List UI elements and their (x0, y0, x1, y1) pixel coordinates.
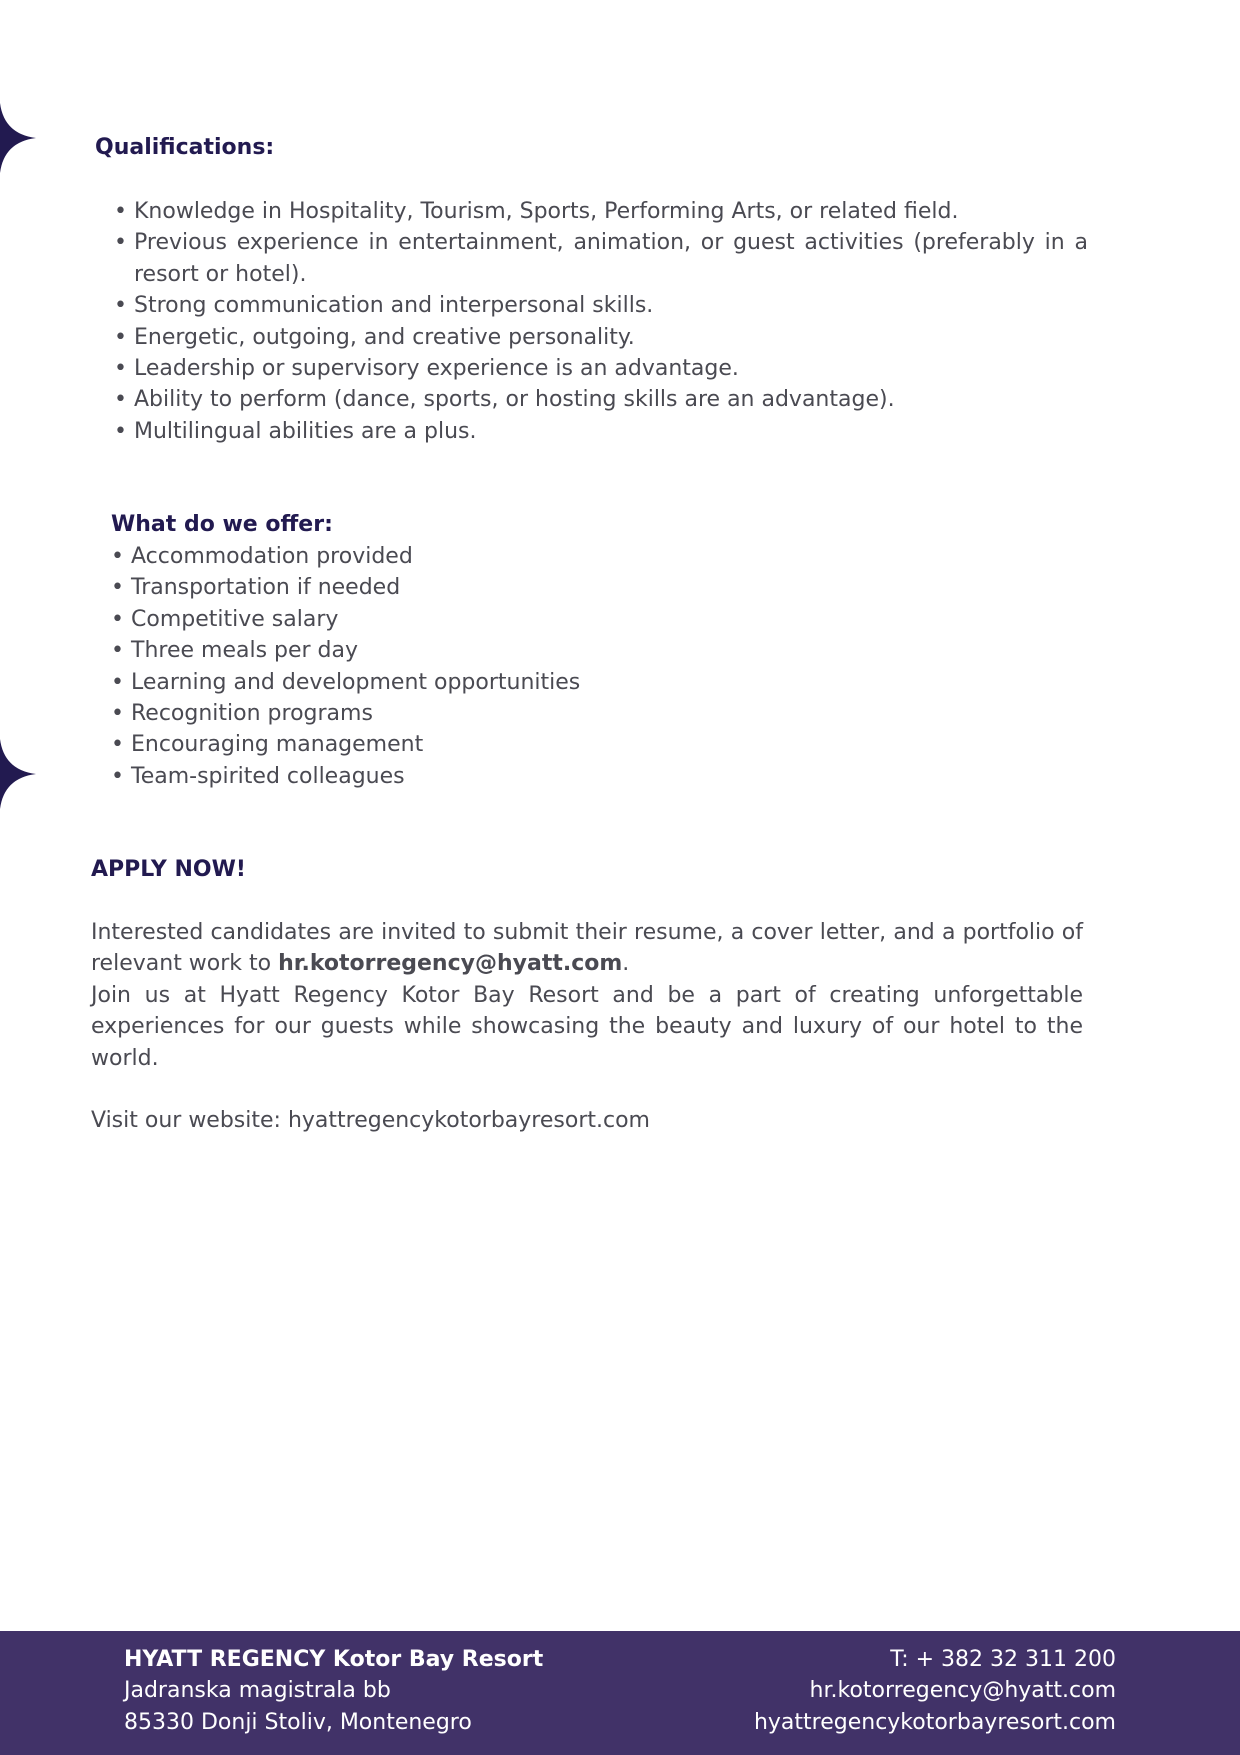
offer-list (131, 541, 831, 792)
list-item: • Accommodation provided (131, 541, 831, 572)
list-item: • Team-spirited colleagues (131, 761, 831, 792)
footer-phone[interactable]: T: + 382 32 311 200 (890, 1647, 1116, 1672)
list-item: • Competitive salary (131, 604, 831, 635)
footer-address-block (124, 1644, 543, 1738)
star-decoration-icon (0, 103, 36, 173)
footer-email-link[interactable]: hr.kotorregency@hyatt.com (809, 1678, 1116, 1704)
list-item: • Encouraging management (131, 729, 831, 760)
footer-address-line: Jadranska magistrala bb (124, 1678, 391, 1704)
list-item: • Recognition programs (131, 698, 831, 729)
list-item: • Previous experience in entertainment, animation, or guest activities (preferably in a resort or hotel). (134, 227, 1088, 290)
footer-contact-block (754, 1644, 1116, 1738)
list-item: • Multilingual abilities are a plus. (134, 416, 1088, 447)
apply-heading: APPLY NOW! (91, 857, 246, 882)
qualifications-heading: Qualifications: (95, 135, 275, 160)
list-item: • Ability to perform (dance, sports, or hosting skills are an advantage). (134, 384, 1088, 415)
footer (0, 1631, 1240, 1755)
footer-hotel-name: HYATT REGENCY Kotor Bay Resort (124, 1647, 544, 1672)
offer-heading: What do we offer: (111, 512, 333, 537)
list-item: • Leadership or supervisory experience is an advantage. (134, 353, 1088, 384)
footer-address-line: 85330 Donji Stoliv, Montenegro (124, 1709, 472, 1735)
apply-email-link[interactable]: hr.kotorregency@hyatt.com (278, 951, 623, 977)
apply-intro-text: Interested candidates are invited to submit their resume, a cover letter, and a portfolio of relevant work to (91, 920, 1083, 977)
website-line[interactable]: Visit our website: hyattregencykotorbayresort.com (91, 1108, 650, 1133)
apply-intro-paragraph (91, 917, 1083, 980)
footer-website-link[interactable]: hyattregencykotorbayresort.com (753, 1709, 1116, 1735)
apply-intro-end: . (622, 951, 630, 977)
list-item: • Transportation if needed (131, 572, 831, 603)
list-item: • Strong communication and interpersonal skills. (134, 290, 1088, 321)
qualifications-list (134, 196, 1088, 447)
list-item: • Three meals per day (131, 635, 831, 666)
star-decoration-icon (0, 739, 36, 809)
list-item: • Knowledge in Hospitality, Tourism, Sports, Performing Arts, or related field. (134, 196, 1088, 227)
list-item: • Learning and development opportunities (131, 667, 831, 698)
join-paragraph: Join us at Hyatt Regency Kotor Bay Resort and be a part of creating unforgettable experiences for our guests while showcasing the beauty and luxury of our hotel to the world. (91, 983, 1083, 1071)
list-item: • Energetic, outgoing, and creative personality. (134, 322, 1088, 353)
